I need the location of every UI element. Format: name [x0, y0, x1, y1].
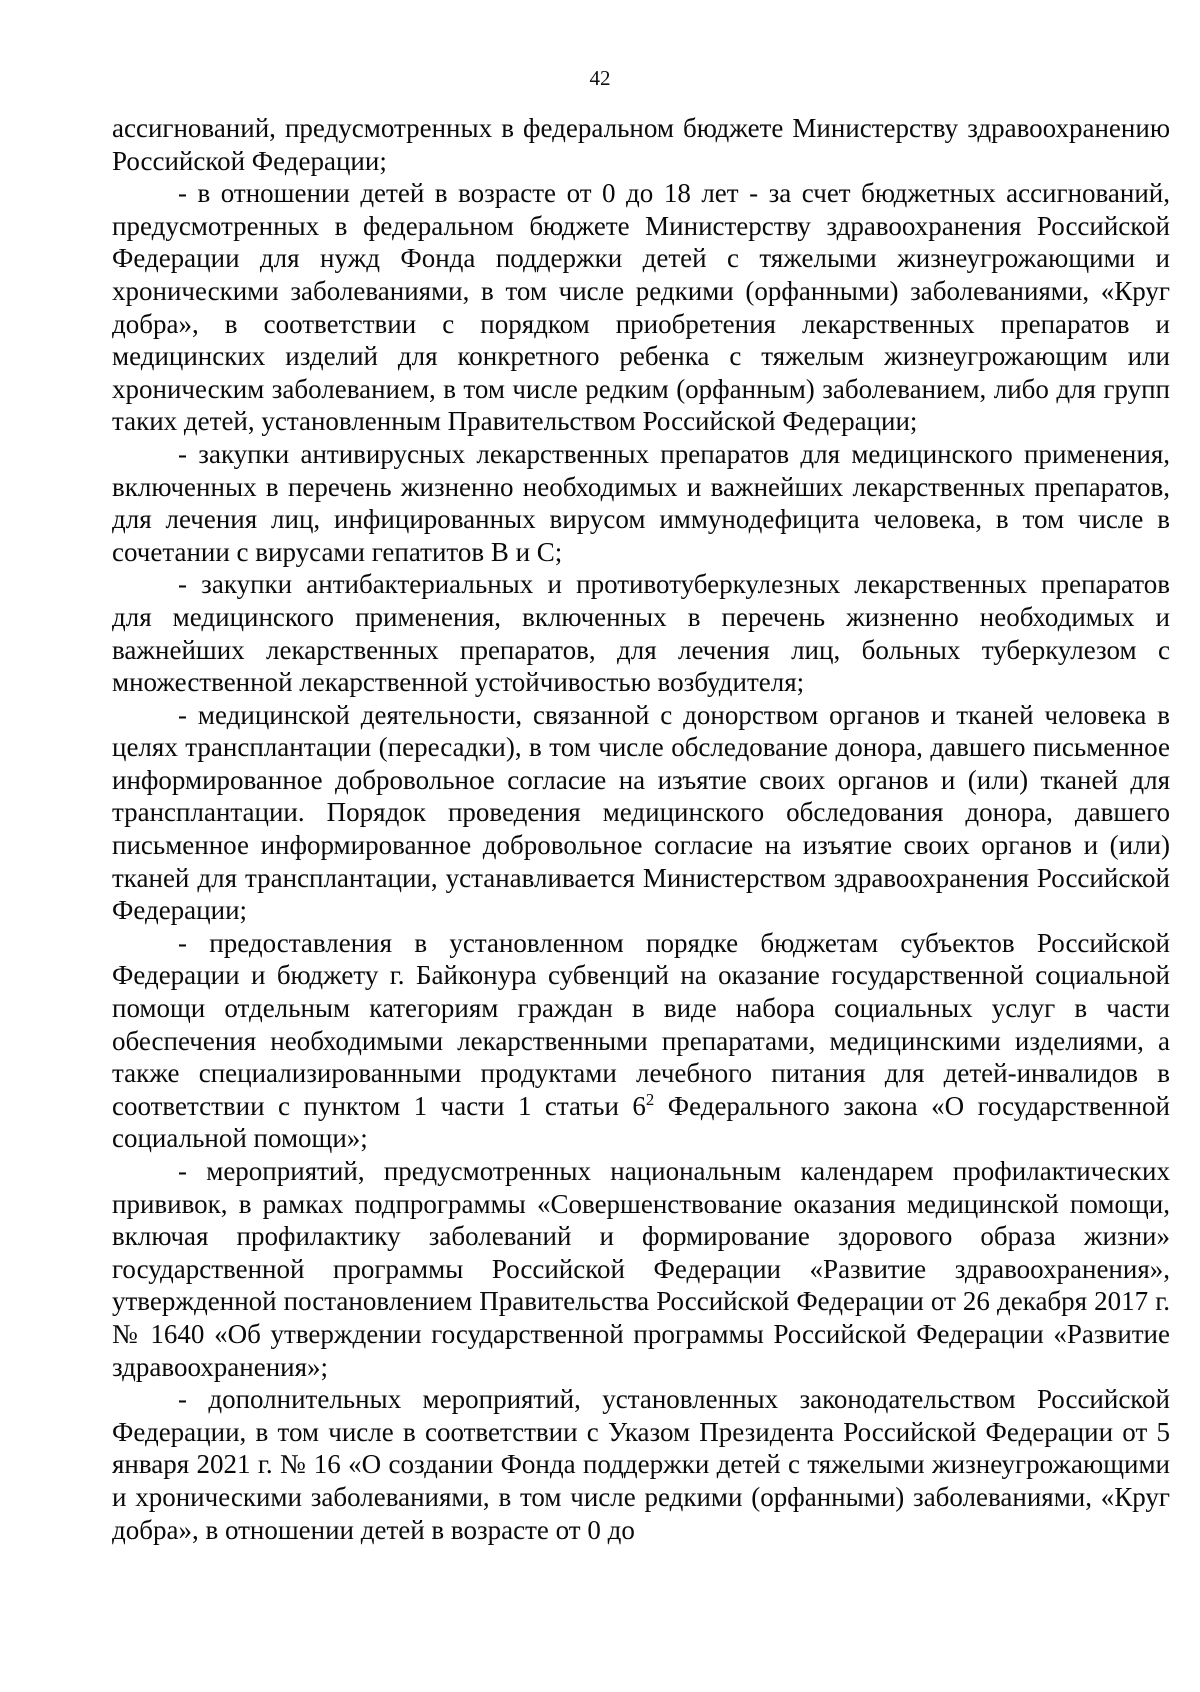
- paragraph-continuation: ассигнований, предусмотренных в федеральном бюджете Министерству здравоохранению Российской Федерации;: [112, 113, 1170, 176]
- paragraph-subventions-text: - предоставления в установленном порядке бюджетам субъектов Российской Федерации и бюджету г. Байконура субвенций на оказание государственной социальной помощи отдельным категориям граждан в виде набора социальных услуг в части обеспечения необходимыми лекарственными препаратами, медицинскими изделиями, а также специализированными продуктами лечебного питания для детей-инвалидов в соответствии с пунктом 1 части 1 статьи 6: [112, 927, 1170, 1121]
- paragraph-subventions: [112, 927, 1170, 1155]
- paragraph-vaccination-calendar: - мероприятий, предусмотренных национальным календарем профилактических прививок, в рамках подпрограммы «Совершенствование оказания медицинской помощи, включая профилактику заболеваний и формирование здорового образа жизни» государственной программы Российской Федерации «Развитие здравоохранения», утвержденной постановлением Правительства Российской Федерации от 26 декабря 2017 г. № 1640 «Об утверждении государственной программы Российской Федерации «Развитие здравоохранения»;: [112, 1156, 1170, 1382]
- paragraph-children-0-18: - в отношении детей в возрасте от 0 до 18 лет - за счет бюджетных ассигнований, предусмотренных в федеральном бюджете Министерству здравоохранения Российской Федерации для нужд Фонда поддержки детей с тяжелыми жизнеугрожающими и хроническими заболеваниями, в том числе редкими (орфанными) заболеваниями, «Круг добра», в соответствии с порядком приобретения лекарственных препаратов и медицинских изделий для конкретного ребенка с тяжелым жизнеугрожающим или хроническим заболеванием, в том числе редким (орфанным) заболеванием, либо для групп таких детей, установленным Правительством Российской Федерации;: [112, 178, 1170, 437]
- document-body: [112, 112, 1170, 1546]
- paragraph-organ-donation: - медицинской деятельности, связанной с донорством органов и тканей человека в целях трансплантации (пересадки), в том числе обследование донора, давшего письменное информированное добровольное согласие на изъятие своих органов и (или) тканей для трансплантации. Порядок проведения медицинского обследования донора, давшего письменное информированное добровольное согласие на изъятие своих органов и (или) тканей для трансплантации, устанавливается Министерством здравоохранения Российской Федерации;: [112, 699, 1170, 926]
- page-number: 42: [589, 66, 611, 90]
- paragraph-subventions-tail: Федерального закона «О государственной социальной помощи»;: [112, 1090, 1171, 1154]
- paragraph-antibacterial-purchases: - закупки антибактериальных и противотуберкулезных лекарственных препаратов для медицинского применения, включенных в перечень жизненно необходимых и важнейших лекарственных препаратов, для лечения лиц, больных туберкулезом с множественной лекарственной устойчивостью возбудителя;: [112, 569, 1170, 698]
- paragraph-additional-measures: - дополнительных мероприятий, установленных законодательством Российской Федерации, в том числе в соответствии с Указом Президента Российской Федерации от 5 января 2021 г. № 16 «О создании Фонда поддержки детей с тяжелыми жизнеугрожающими и хроническими заболеваниями, в том числе редкими (орфанными) заболеваниями, «Круг добра», в отношении детей в возрасте от 0 до: [112, 1384, 1170, 1545]
- article-superscript: 2: [645, 1089, 655, 1109]
- paragraph-antiviral-purchases: - закупки антивирусных лекарственных препаратов для медицинского применения, включенных в перечень жизненно необходимых и важнейших лекарственных препаратов, для лечения лиц, инфицированных вирусом иммунодефицита человека, в том числе в сочетании с вирусами гепатитов В и С;: [112, 438, 1170, 567]
